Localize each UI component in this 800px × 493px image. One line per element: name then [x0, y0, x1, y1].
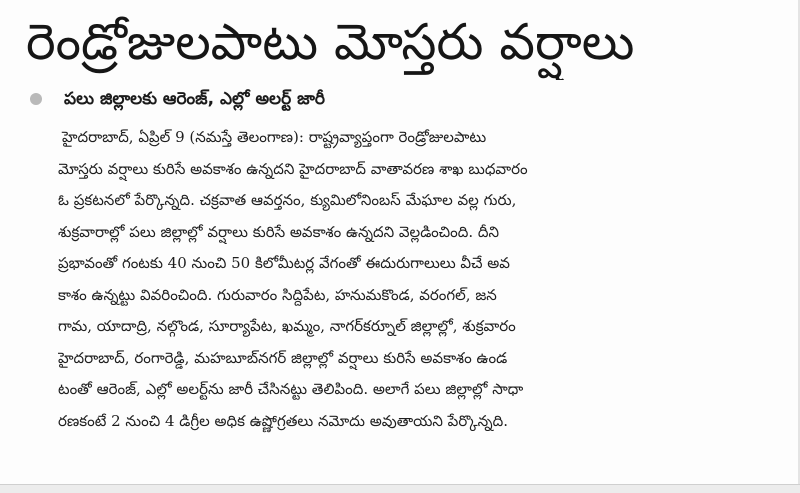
subhead [30, 86, 325, 112]
body-line: కాశం ఉన్నట్టు వివరించింది. గురువారం సిద్దిపేట, హనుమకొండ, వరంగల్, జన [58, 285, 497, 304]
subhead-text: పలు జిల్లాలకు ఆరెంజ్, ఎల్లో అలర్ట్ జారీ [64, 89, 325, 109]
bullet-icon [30, 93, 42, 105]
body-line: హైదరాబాద్, రంగారెడ్డి, మహబూబ్‌నగర్ జిల్లాల్లో వర్షాలు కురిసే అవకాశం ఉండ [58, 348, 508, 367]
body-line: గామ, యాదాద్రి, నల్గొండ, సూర్యాపేట, ఖమ్మం, నాగర్‌కర్నూల్ జిల్లాల్లో, శుక్రవారం [58, 317, 516, 335]
body-line: శుక్రవారాల్లో పలు జిల్లాల్లో వర్షాలు కురిసే అవకాశం ఉన్నదని వెల్లడించింది. దీని [58, 222, 500, 241]
headline: రెండ్రోజులపాటు మోస్తరు వర్షాలు [26, 13, 635, 71]
body-line: ఓ ప్రకటనలో పేర్కొన్నది. చక్రవాత ఆవర్తనం, క్యుమిలోనింబస్ మేఘాల వల్ల గురు, [58, 191, 517, 209]
article-body [58, 122, 772, 437]
body-line: మోస్తరు వర్షాలు కురిసే అవకాశం ఉన్నదని హైదరాబాద్ వాతావరణ శాఖ బుధవారం [58, 159, 528, 178]
body-line: టంతో ఆరెంజ్, ఎల్లో అలర్ట్‌ను జారీ చేసినట్టు తెలిపింది. అలాగే పలు జిల్లాల్లో సాధా [58, 380, 524, 398]
body-line: రణకంటే 2 నుంచి 4 డిగ్రీల అధిక ఉష్ణోగ్రతలు నమోదు అవుతాయని పేర్కొన్నది. [58, 411, 508, 430]
body-line: హైదరాబాద్, ఏప్రిల్ 9 (నమస్తే తెలంగాణ): రాష్ట్రవ్యాప్తంగా రెండ్రోజులపాటు [62, 128, 487, 146]
page-bottom-edge [0, 484, 800, 493]
body-line: ప్రభావంతో గంటకు 40 నుంచి 50 కిలోమీటర్ల వేగంతో ఈదురుగాలులు వీచే అవ [58, 254, 510, 272]
